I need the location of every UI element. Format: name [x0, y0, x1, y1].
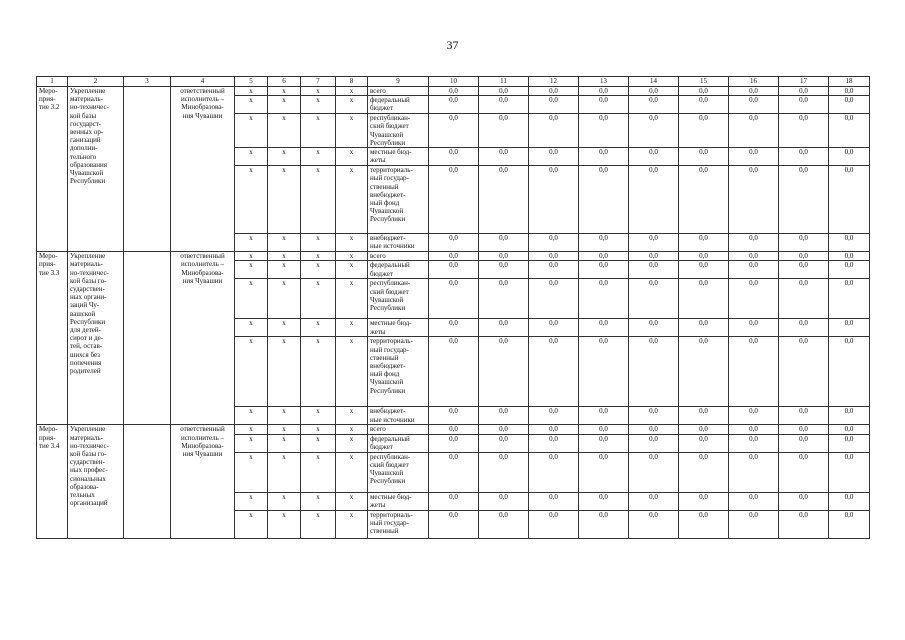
value-cell: 0,0 — [579, 319, 629, 337]
value-cell: 0,0 — [629, 261, 679, 279]
code-cell: х — [268, 425, 301, 434]
code-cell: х — [301, 87, 336, 96]
code-cell: х — [235, 148, 268, 166]
value-cell: 0,0 — [679, 96, 729, 114]
code-cell: х — [268, 510, 301, 538]
value-cell: 0,0 — [429, 492, 479, 510]
code-cell: х — [301, 434, 336, 452]
value-cell: 0,0 — [679, 425, 729, 434]
value-cell: 0,0 — [479, 510, 529, 538]
value-cell: 0,0 — [729, 279, 779, 319]
value-cell: 0,0 — [579, 337, 629, 407]
value-cell: 0,0 — [729, 492, 779, 510]
code-cell: х — [235, 319, 268, 337]
code-cell: х — [268, 279, 301, 319]
value-cell: 0,0 — [529, 96, 579, 114]
funding-source: федеральный бюджет — [368, 96, 429, 114]
code-cell: х — [336, 96, 368, 114]
code-cell: х — [235, 261, 268, 279]
value-cell: 0,0 — [579, 407, 629, 425]
value-cell: 0,0 — [779, 166, 829, 234]
code-cell: х — [301, 319, 336, 337]
table-row — [37, 425, 870, 434]
value-cell: 0,0 — [429, 87, 479, 96]
value-cell: 0,0 — [529, 337, 579, 407]
empty-cell — [124, 87, 171, 252]
value-cell: 0,0 — [529, 434, 579, 452]
value-cell: 0,0 — [679, 434, 729, 452]
value-cell: 0,0 — [479, 425, 529, 434]
code-cell: х — [301, 114, 336, 148]
value-cell: 0,0 — [529, 148, 579, 166]
value-cell: 0,0 — [829, 148, 870, 166]
value-cell: 0,0 — [479, 148, 529, 166]
value-cell: 0,0 — [829, 425, 870, 434]
value-cell: 0,0 — [729, 148, 779, 166]
value-cell: 0,0 — [729, 96, 779, 114]
value-cell: 0,0 — [729, 252, 779, 261]
value-cell: 0,0 — [529, 407, 579, 425]
value-cell: 0,0 — [679, 166, 729, 234]
value-cell: 0,0 — [529, 166, 579, 234]
value-cell: 0,0 — [479, 261, 529, 279]
table-row — [37, 87, 870, 96]
table-row — [37, 252, 870, 261]
value-cell: 0,0 — [629, 279, 679, 319]
code-cell: х — [268, 96, 301, 114]
value-cell: 0,0 — [479, 166, 529, 234]
value-cell: 0,0 — [629, 96, 679, 114]
value-cell: 0,0 — [629, 148, 679, 166]
value-cell: 0,0 — [779, 319, 829, 337]
value-cell: 0,0 — [579, 148, 629, 166]
funding-source: местные бюд- жеты — [368, 319, 429, 337]
value-cell: 0,0 — [529, 452, 579, 492]
code-cell: х — [268, 434, 301, 452]
value-cell: 0,0 — [729, 87, 779, 96]
value-cell: 0,0 — [429, 148, 479, 166]
code-cell: х — [268, 166, 301, 234]
value-cell: 0,0 — [429, 510, 479, 538]
value-cell: 0,0 — [429, 252, 479, 261]
code-cell: х — [268, 452, 301, 492]
value-cell: 0,0 — [829, 407, 870, 425]
column-number-18: 18 — [829, 77, 870, 87]
funding-source: территориаль- ный государ- ственный внебюджет- ный фонд Чувашской Республики — [368, 337, 429, 407]
value-cell: 0,0 — [679, 148, 729, 166]
value-cell: 0,0 — [579, 492, 629, 510]
value-cell: 0,0 — [479, 87, 529, 96]
value-cell: 0,0 — [529, 425, 579, 434]
code-cell: х — [336, 319, 368, 337]
column-number-7: 7 — [301, 77, 336, 87]
value-cell: 0,0 — [429, 407, 479, 425]
value-cell: 0,0 — [629, 337, 679, 407]
column-number-3: 3 — [124, 77, 171, 87]
value-cell: 0,0 — [779, 234, 829, 252]
value-cell: 0,0 — [829, 252, 870, 261]
code-cell: х — [301, 510, 336, 538]
page-number: 37 — [446, 38, 459, 52]
code-cell: х — [235, 166, 268, 234]
value-cell: 0,0 — [729, 166, 779, 234]
value-cell: 0,0 — [429, 319, 479, 337]
value-cell: 0,0 — [529, 510, 579, 538]
code-cell: х — [336, 252, 368, 261]
value-cell: 0,0 — [679, 452, 729, 492]
funding-source: республикан- ский бюджет Чувашской Республики — [368, 114, 429, 148]
code-cell: х — [301, 452, 336, 492]
value-cell: 0,0 — [629, 425, 679, 434]
code-cell: х — [268, 337, 301, 407]
code-cell: х — [336, 452, 368, 492]
value-cell: 0,0 — [479, 234, 529, 252]
value-cell: 0,0 — [829, 434, 870, 452]
value-cell: 0,0 — [579, 114, 629, 148]
measure-name: Укрепление материаль- но-техничес- кой базы государст- венных ор- ганизаций дополни- тельного образования Чувашской Республики — [68, 87, 124, 252]
value-cell: 0,0 — [479, 96, 529, 114]
funding-source: местные бюд- жеты — [368, 148, 429, 166]
value-cell: 0,0 — [629, 114, 679, 148]
value-cell: 0,0 — [529, 87, 579, 96]
code-cell: х — [301, 96, 336, 114]
value-cell: 0,0 — [779, 425, 829, 434]
empty-cell — [124, 252, 171, 425]
code-cell: х — [336, 261, 368, 279]
value-cell: 0,0 — [429, 166, 479, 234]
value-cell: 0,0 — [779, 148, 829, 166]
value-cell: 0,0 — [779, 114, 829, 148]
value-cell: 0,0 — [529, 261, 579, 279]
value-cell: 0,0 — [779, 96, 829, 114]
value-cell: 0,0 — [679, 492, 729, 510]
value-cell: 0,0 — [429, 337, 479, 407]
funding-source: всего — [368, 425, 429, 434]
code-cell: х — [301, 252, 336, 261]
value-cell: 0,0 — [829, 279, 870, 319]
value-cell: 0,0 — [629, 452, 679, 492]
value-cell: 0,0 — [829, 319, 870, 337]
value-cell: 0,0 — [829, 166, 870, 234]
code-cell: х — [336, 87, 368, 96]
code-cell: х — [268, 261, 301, 279]
measure-number: Меро- прия- тие 3.4 — [37, 425, 68, 538]
code-cell: х — [336, 510, 368, 538]
code-cell: х — [336, 234, 368, 252]
code-cell: х — [268, 114, 301, 148]
funding-source: территориаль- ный государ- ственный — [368, 510, 429, 538]
funding-source: местные бюд- жеты — [368, 492, 429, 510]
column-number-14: 14 — [629, 77, 679, 87]
value-cell: 0,0 — [679, 337, 729, 407]
column-number-17: 17 — [779, 77, 829, 87]
column-number-11: 11 — [479, 77, 529, 87]
value-cell: 0,0 — [429, 279, 479, 319]
value-cell: 0,0 — [729, 452, 779, 492]
funding-source: всего — [368, 252, 429, 261]
column-number-4: 4 — [171, 77, 235, 87]
column-number-16: 16 — [729, 77, 779, 87]
code-cell: х — [301, 148, 336, 166]
value-cell: 0,0 — [529, 279, 579, 319]
value-cell: 0,0 — [779, 510, 829, 538]
value-cell: 0,0 — [829, 337, 870, 407]
value-cell: 0,0 — [629, 234, 679, 252]
value-cell: 0,0 — [629, 319, 679, 337]
value-cell: 0,0 — [479, 407, 529, 425]
code-cell: х — [336, 492, 368, 510]
code-cell: х — [336, 279, 368, 319]
funding-source: республикан- ский бюджет Чувашской Республики — [368, 279, 429, 319]
funding-source: республикан- ский бюджет Чувашской Республики — [368, 452, 429, 492]
funding-source: федеральный бюджет — [368, 434, 429, 452]
column-number-2: 2 — [68, 77, 124, 87]
code-cell: х — [336, 166, 368, 234]
value-cell: 0,0 — [579, 510, 629, 538]
code-cell: х — [268, 492, 301, 510]
code-cell: х — [268, 252, 301, 261]
column-number-5: 5 — [235, 77, 268, 87]
funding-source: федеральный бюджет — [368, 261, 429, 279]
value-cell: 0,0 — [829, 452, 870, 492]
code-cell: х — [235, 234, 268, 252]
value-cell: 0,0 — [679, 510, 729, 538]
value-cell: 0,0 — [679, 319, 729, 337]
value-cell: 0,0 — [579, 252, 629, 261]
value-cell: 0,0 — [529, 234, 579, 252]
measure-number: Меро- прия- тие 3.2 — [37, 87, 68, 252]
value-cell: 0,0 — [579, 234, 629, 252]
code-cell: х — [268, 148, 301, 166]
code-cell: х — [336, 434, 368, 452]
value-cell: 0,0 — [729, 425, 779, 434]
value-cell: 0,0 — [629, 87, 679, 96]
code-cell: х — [336, 337, 368, 407]
value-cell: 0,0 — [729, 234, 779, 252]
value-cell: 0,0 — [829, 87, 870, 96]
value-cell: 0,0 — [679, 114, 729, 148]
value-cell: 0,0 — [629, 434, 679, 452]
code-cell: х — [235, 252, 268, 261]
column-number-15: 15 — [679, 77, 729, 87]
value-cell: 0,0 — [629, 252, 679, 261]
value-cell: 0,0 — [579, 166, 629, 234]
code-cell: х — [301, 234, 336, 252]
value-cell: 0,0 — [629, 510, 679, 538]
value-cell: 0,0 — [529, 492, 579, 510]
code-cell: х — [301, 407, 336, 425]
value-cell: 0,0 — [829, 96, 870, 114]
value-cell: 0,0 — [679, 279, 729, 319]
code-cell: х — [235, 87, 268, 96]
executor-cell: ответственный исполнитель – Минобразова- ния Чувашии — [171, 425, 235, 538]
value-cell: 0,0 — [779, 492, 829, 510]
executor-cell: ответственный исполнитель – Минобразова- ния Чувашии — [171, 87, 235, 252]
value-cell: 0,0 — [829, 510, 870, 538]
value-cell: 0,0 — [629, 166, 679, 234]
value-cell: 0,0 — [579, 434, 629, 452]
value-cell: 0,0 — [829, 492, 870, 510]
value-cell: 0,0 — [479, 252, 529, 261]
value-cell: 0,0 — [779, 452, 829, 492]
value-cell: 0,0 — [579, 279, 629, 319]
code-cell: х — [336, 425, 368, 434]
column-number-10: 10 — [429, 77, 479, 87]
value-cell: 0,0 — [479, 114, 529, 148]
value-cell: 0,0 — [729, 510, 779, 538]
value-cell: 0,0 — [729, 319, 779, 337]
code-cell: х — [235, 492, 268, 510]
code-cell: х — [235, 434, 268, 452]
value-cell: 0,0 — [779, 252, 829, 261]
code-cell: х — [336, 407, 368, 425]
value-cell: 0,0 — [729, 337, 779, 407]
code-cell: х — [268, 87, 301, 96]
executor-cell: ответственный исполнитель – Минобразова- ния Чувашии — [171, 252, 235, 425]
value-cell: 0,0 — [479, 492, 529, 510]
code-cell: х — [301, 279, 336, 319]
value-cell: 0,0 — [779, 261, 829, 279]
budget-table — [36, 76, 870, 539]
code-cell: х — [235, 452, 268, 492]
code-cell: х — [301, 261, 336, 279]
code-cell: х — [301, 337, 336, 407]
value-cell: 0,0 — [629, 407, 679, 425]
value-cell: 0,0 — [529, 319, 579, 337]
value-cell: 0,0 — [429, 114, 479, 148]
value-cell: 0,0 — [679, 87, 729, 96]
empty-cell — [124, 425, 171, 538]
code-cell: х — [235, 425, 268, 434]
code-cell: х — [268, 319, 301, 337]
value-cell: 0,0 — [529, 114, 579, 148]
code-cell: х — [336, 114, 368, 148]
column-number-12: 12 — [529, 77, 579, 87]
code-cell: х — [235, 96, 268, 114]
column-number-13: 13 — [579, 77, 629, 87]
code-cell: х — [301, 492, 336, 510]
code-cell: х — [235, 407, 268, 425]
value-cell: 0,0 — [479, 319, 529, 337]
value-cell: 0,0 — [629, 492, 679, 510]
measure-name: Укрепление материаль- но-техничес- кой базы го- сударствен- ных органи- заций Чу- вашской Республики для детей- сирот и де- тей, остав- шихся без попечения родителей — [68, 252, 124, 425]
value-cell: 0,0 — [479, 452, 529, 492]
column-number-8: 8 — [336, 77, 368, 87]
value-cell: 0,0 — [429, 234, 479, 252]
code-cell: х — [301, 425, 336, 434]
measure-name: Укрепление материаль- но-техничес- кой базы го- сударствен- ных профес- сиональных образова- тельных организаций — [68, 425, 124, 538]
header-row — [37, 77, 870, 87]
value-cell: 0,0 — [529, 252, 579, 261]
value-cell: 0,0 — [679, 261, 729, 279]
value-cell: 0,0 — [429, 425, 479, 434]
value-cell: 0,0 — [579, 261, 629, 279]
code-cell: х — [235, 510, 268, 538]
value-cell: 0,0 — [779, 87, 829, 96]
value-cell: 0,0 — [679, 252, 729, 261]
value-cell: 0,0 — [579, 452, 629, 492]
value-cell: 0,0 — [779, 337, 829, 407]
funding-source: внебюджет- ные источники — [368, 407, 429, 425]
value-cell: 0,0 — [679, 234, 729, 252]
value-cell: 0,0 — [429, 96, 479, 114]
code-cell: х — [235, 114, 268, 148]
column-number-1: 1 — [37, 77, 68, 87]
value-cell: 0,0 — [829, 114, 870, 148]
value-cell: 0,0 — [729, 434, 779, 452]
code-cell: х — [235, 337, 268, 407]
value-cell: 0,0 — [729, 261, 779, 279]
measure-number: Меро- прия- тие 3.3 — [37, 252, 68, 425]
code-cell: х — [336, 148, 368, 166]
funding-source: всего — [368, 87, 429, 96]
value-cell: 0,0 — [479, 434, 529, 452]
code-cell: х — [268, 234, 301, 252]
value-cell: 0,0 — [579, 425, 629, 434]
value-cell: 0,0 — [429, 261, 479, 279]
value-cell: 0,0 — [479, 279, 529, 319]
value-cell: 0,0 — [729, 114, 779, 148]
code-cell: х — [268, 407, 301, 425]
funding-source: внебюджет- ные источники — [368, 234, 429, 252]
value-cell: 0,0 — [579, 87, 629, 96]
column-number-6: 6 — [268, 77, 301, 87]
code-cell: х — [235, 279, 268, 319]
value-cell: 0,0 — [829, 261, 870, 279]
value-cell: 0,0 — [579, 96, 629, 114]
value-cell: 0,0 — [829, 234, 870, 252]
value-cell: 0,0 — [479, 337, 529, 407]
value-cell: 0,0 — [679, 407, 729, 425]
value-cell: 0,0 — [429, 434, 479, 452]
column-number-9: 9 — [368, 77, 429, 87]
code-cell: х — [301, 166, 336, 234]
value-cell: 0,0 — [729, 407, 779, 425]
value-cell: 0,0 — [429, 452, 479, 492]
funding-source: территориаль- ный государ- ственный внебюджет- ный фонд Чувашской Республики — [368, 166, 429, 234]
value-cell: 0,0 — [779, 434, 829, 452]
value-cell: 0,0 — [779, 407, 829, 425]
value-cell: 0,0 — [779, 279, 829, 319]
